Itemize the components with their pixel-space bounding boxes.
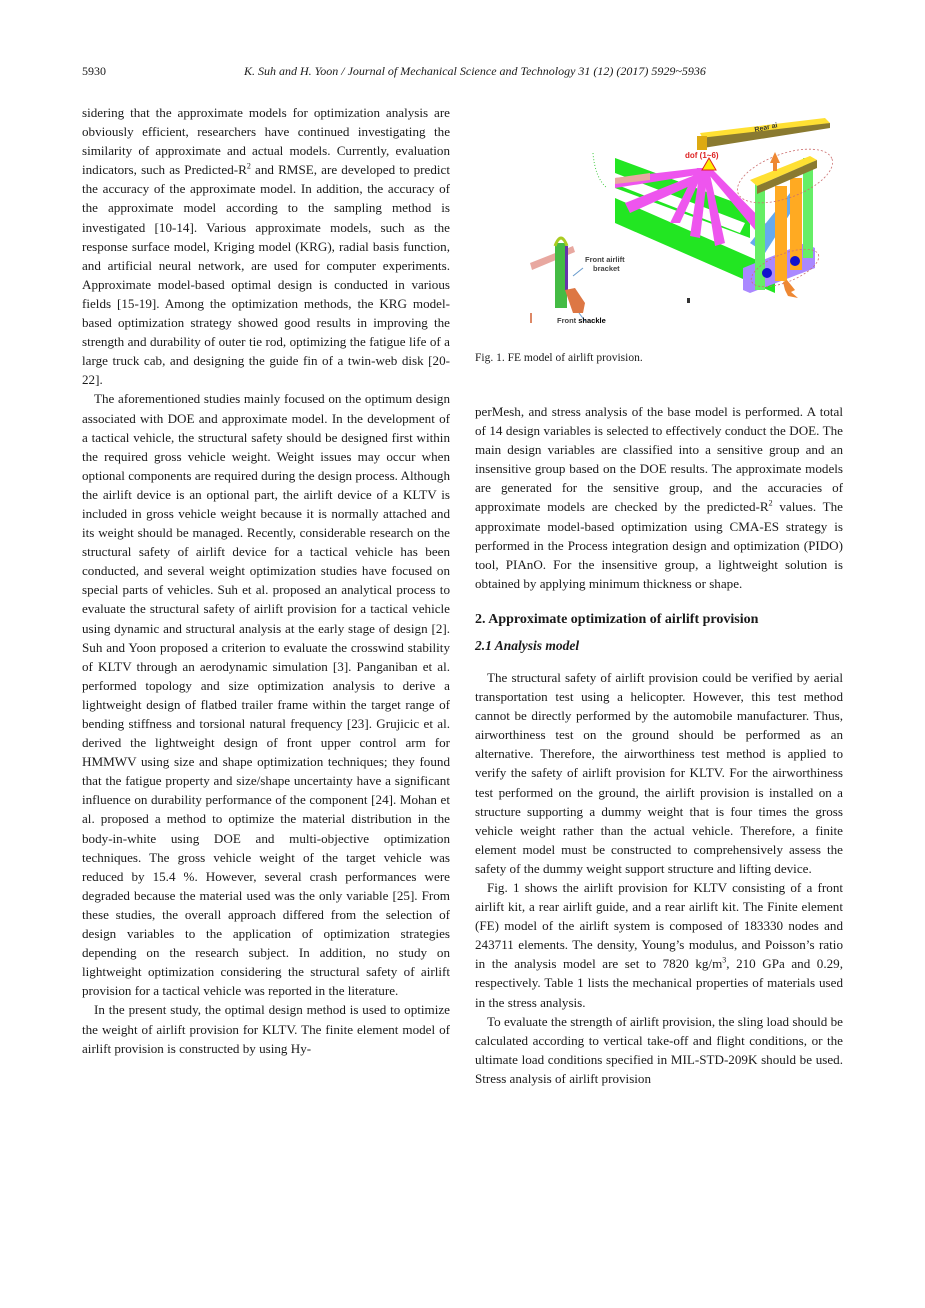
paragraph: To evaluate the strength of airlift provision, the sling load should be calculated according to vertical take-off and flight conditions, or the ultimate load conditions specified in MIL-STD-209K should be used. Stress analysis of airlift provision (475, 1013, 843, 1086)
label-front-shackle-a: Front (557, 316, 579, 325)
text-run: values. The approximate model-based optimization using CMA-ES strategy is performed in the Process integration design and optimization (PIDO) tool, PIAnO. For the insensitive group, a lightweight solution is obtained by applying minimum thickness or shape. (475, 499, 843, 591)
superscript: 2 (246, 161, 251, 171)
text-run: perMesh, and stress analysis of the base model is performed. A total of 14 design variables is selected to effectively conduct the DOE. The main design variables are classified into a sensitive group and an insensitive group based on the DOE results. The approximate models are generated for the sensitive group, and the accuracies of approximate models are checked by the predicted-R (475, 404, 843, 515)
superscript: 3 (722, 955, 727, 965)
label-front-bracket-2: bracket (593, 264, 620, 273)
paragraph: In the present study, the optimal design method is used to optimize the weight of airlift provision for KLTV. The finite element model of airlift provision is constructed by using Hy- (82, 1002, 450, 1056)
paragraph: The structural safety of airlift provision could be verified by aerial transportation test using a helicopter. However, this test method cannot be directly performed by the automobile manufacturer. Thus, airworthiness test on the ground should be performed as an alternative. Therefore, the airworthiness test method is applied to verify the safety of airlift provision for KLTV. For the airworthiness test performed on the ground, the airlift provision is installed on a structure supporting a dummy weight that is four times the gross vehicle weight rather than the actual vehicle. Therefore, a finite element model must be constructed to comprehensively assess the safety of the dummy weight support structure and lifting device. (475, 669, 843, 876)
paragraph (475, 878, 843, 1012)
text-run: Fig. 1 shows the airlift provision for KLTV consisting of a front airlift kit, a rear airlift guide, and a rear airlift kit. The Finite element (FE) model of the airlift system is composed of 183330 nodes and 243711 elements. The density, Young’s modulus, and Poisson’s ratio in the analysis model are set to 7820 kg/m (475, 879, 843, 972)
label-front-shackle-b: shackle (578, 316, 606, 325)
label-front-bracket-1: Front airlift (585, 255, 625, 264)
paragraph (475, 402, 843, 593)
text-run: , 210 GPa and 0.29, respectively. Table 1 lists the mechanical properties of materials used in the stress analysis. (475, 956, 843, 1010)
paragraph (82, 103, 450, 389)
svg-text:Front shackle (557, 316, 606, 325)
label-rear: Rear ai (753, 122, 779, 134)
superscript: 2 (768, 499, 773, 509)
label-dof: dof (1~6) (685, 151, 719, 160)
text-run: and RMSE, are developed to predict the accuracy of the approximate model. In addition, the accuracy of the approximate model according to the sampling method is investigated [10-14]. Various approximate models, such as the response surface model, Kriging model (KRG), radial basis function, and artificial neural network, are used for computer experiments. Approximate model-based optimal design is conducted in various fields [15-19]. Among the optimization methods, the KRG model-based optimization strategy showed good results in improving the strength and durability of outer tie rod, optimizing the fatigue life of a large truck cab, and designing the guide fin of a twin-web disk [20-22]. (82, 162, 450, 388)
figure-fe-model (485, 118, 835, 333)
subsection-heading: 2.1 Analysis model (475, 637, 580, 653)
figure-caption: Fig. 1. FE model of airlift provision. (475, 352, 643, 364)
right-column (475, 402, 843, 1088)
text-run: sidering that the approximate models for optimization analysis are obviously efficient, researchers have continued investigating the similarity of approximate and actual models. Currently, evaluation indicators, such as Predicted-R (82, 105, 450, 178)
running-title: K. Suh and H. Yoon / Journal of Mechanical Science and Technology 31 (12) (2017) 5929~5936 (244, 64, 706, 78)
running-header (82, 64, 852, 80)
section-heading: 2. Approximate optimization of airlift provision (475, 611, 759, 627)
paragraph: The aforementioned studies mainly focused on the optimum design associated with DOE and approximate model. In the development of a tactical vehicle, the structural safety should be designed first within the required gross vehicle weight. Weight issues may occur when optional components are required during the design process. Although the airlift device is an optional part, the airlift device of a KLTV is included in gross vehicle weight because it is normally attached and its weight should be managed. Recently, considerable research on the structural safety of airlift device for a tactical vehicle has been conducted, and several weight optimization studies have focused on special parts of vehicles. Suh et al. proposed an analytical process to evaluate the structural safety of airlift provision for a tactical vehicle using dynamic and structural analysis at the early stage of design [2]. Suh and Yoon proposed a criterion to evaluate the crosswind stability of KLTV through an aerodynamic simulation [3]. Panganiban et al. performed topology and size optimization analysis to derive a lightweight design of flatbed trailer frame within the target range of bending stiffness and torsional natural frequency [23]. Grujicic et al. derived the lightweight design of front upper control arm for HMMWV using size and shape optimization techniques; they found that the fatigue property and size/shape uncertainty have a significant influence on durability performance of the component [24]. Mohan et al. proposed a method to optimize the material distribution in the body-in-white using DOE and multi-objective optimization techniques. The gross vehicle weight of the target vehicle was reduced by 15.4 %. However, several crash performances were degraded because the material used was the only variable [25]. From these studies, the overall approach differed from the selection of design variables to the application of optimization strategies depending on the research subject. In addition, no study on lightweight optimization considering the structural safety of airlift provision for a tactical vehicle was reported in the literature. (82, 391, 450, 999)
page-number: 5930 (82, 64, 106, 78)
fe-model-illustration (485, 118, 835, 333)
left-column (82, 103, 450, 1058)
